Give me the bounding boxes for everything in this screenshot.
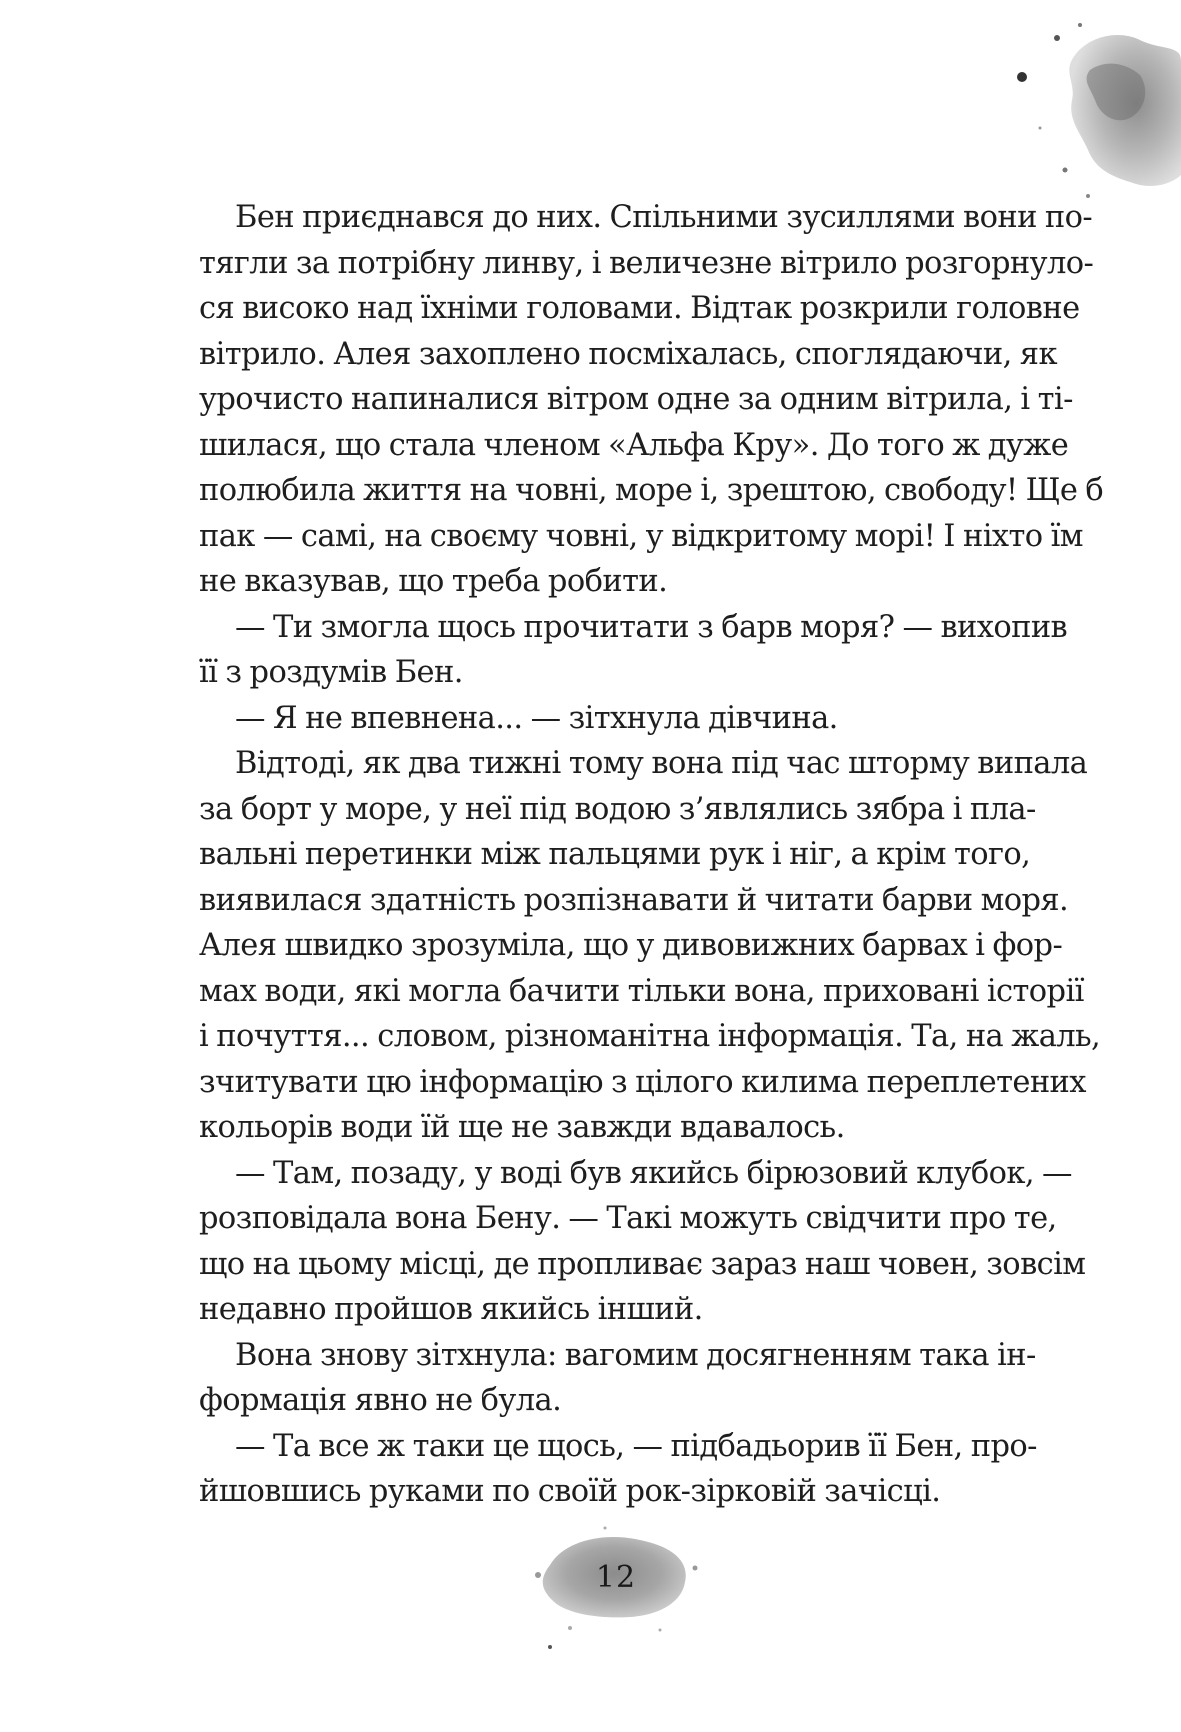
text-line: — Там, позаду, у воді був якийсь бірюзовий клубок, — (235, 1155, 1072, 1191)
text-line: Бен приєднався до них. Спільними зусиллями вони по- (235, 200, 1093, 235)
text-line: тягли за потрібну линву, і величезне вітрило розгорнуло- (199, 245, 1094, 281)
text-line: мах води, які могла бачити тільки вона, приховані історії (199, 973, 1084, 1009)
text-line: її з роздумів Бен. (199, 655, 463, 690)
page-number-badge (510, 1520, 690, 1660)
text-line: шилася, що стала членом «Альфа Кру». До того ж дуже (199, 427, 1069, 463)
text-line: Алея швидко зрозуміла, що у дивовижних барвах і фор- (199, 928, 1063, 963)
page-number: 12 (595, 1560, 637, 1595)
text-line: — Ти змогла щось прочитати з барв моря? — вихопив (235, 609, 1068, 645)
text-line: — Я не впевнена... — зітхнула дівчина. (235, 700, 838, 736)
text-line: Вона знову зітхнула: вагомим досягненням така ін- (235, 1337, 1036, 1373)
text-line: недавно пройшов якийсь інший. (199, 1292, 703, 1327)
page-text (199, 195, 1104, 1515)
text-line: — Та все ж таки це щось, — підбадьорив її Бен, про- (235, 1428, 1037, 1464)
text-line: виявилася здатність розпізнавати й читати барви моря. (199, 882, 1069, 918)
text-line: і почуття... словом, різноманітна інформація. Та, на жаль, (199, 1019, 1101, 1054)
text-line: урочисто напиналися вітром одне за одним вітрила, і ті- (199, 382, 1073, 417)
text-line: формація явно не була. (199, 1383, 562, 1418)
text-line: полюбила життя на човні, море і, зрештою, свободу! Ще б (199, 473, 1104, 508)
text-line: не вказував, що треба робити. (199, 564, 668, 599)
text-line: йшовшись руками по своїй рок-зірковій зачісці. (199, 1474, 941, 1509)
text-line: що на цьому місці, де пропливає зараз наш човен, зовсім (199, 1246, 1086, 1282)
text-line: вальні перетинки між пальцями рук і ніг, а крім того, (199, 837, 1031, 872)
text-line: кольорів води їй ще не завжди вдавалось. (199, 1110, 845, 1145)
text-line: ся високо над їхніми головами. Відтак розкрили головне (199, 291, 1080, 326)
text-line: Відтоді, як два тижні тому вона під час шторму випала (235, 746, 1088, 781)
text-line: за борт у море, у неї під водою з’являлись зябра і пла- (199, 791, 1036, 827)
text-line: вітрило. Алея захоплено посміхалась, споглядаючи, як (199, 336, 1057, 372)
text-line: пак — самі, на своєму човні, у відкритому морі! І ніхто їм (199, 518, 1083, 554)
text-line: зчитувати цю інформацію з цілого килима переплетених (199, 1064, 1086, 1100)
text-line: розповідала вона Бену. — Такі можуть свідчити про те, (199, 1201, 1057, 1236)
